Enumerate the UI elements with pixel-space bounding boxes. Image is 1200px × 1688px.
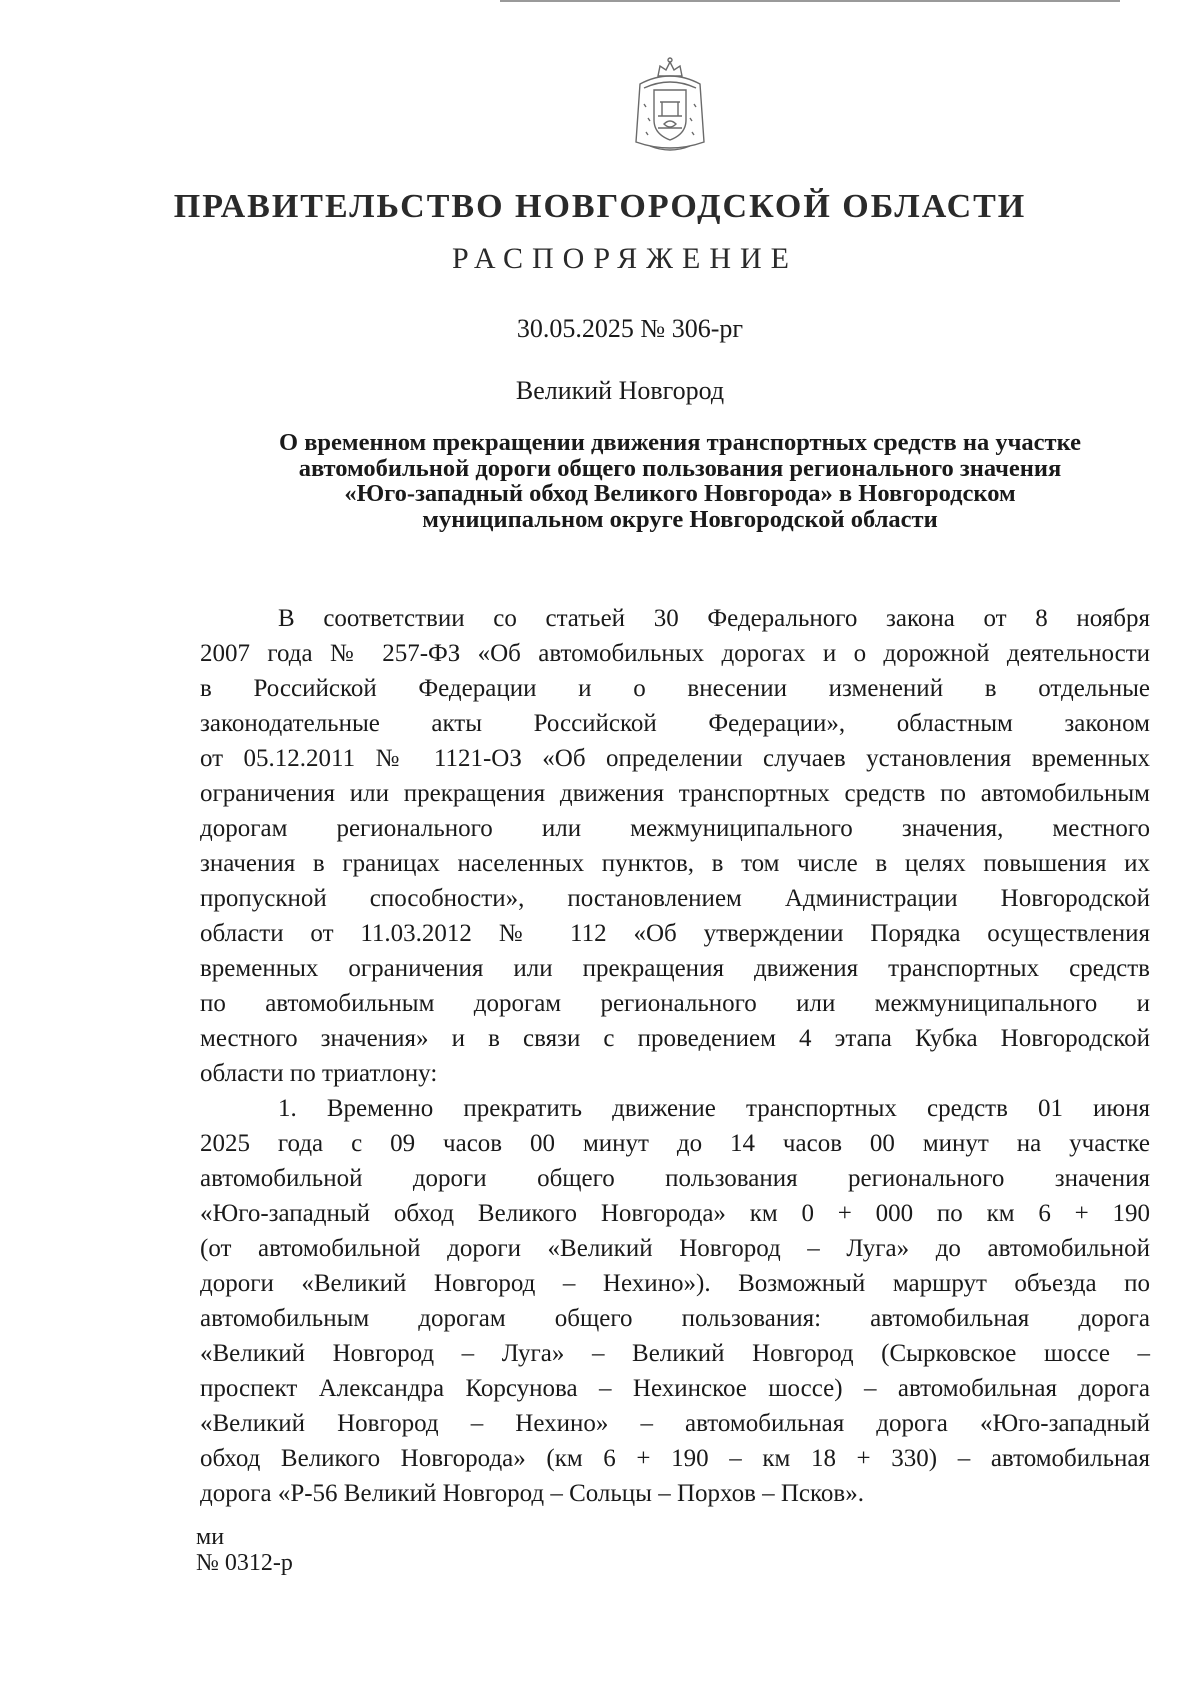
body-line: обход Великого Новгорода» (км 6 + 190 – км 18 + 330) – автомобильная	[200, 1445, 1150, 1472]
body-line: проспект Александра Корсунова – Нехинское шоссе) – автомобильная дорога	[200, 1375, 1150, 1402]
body-line: 2025 года с 09 часов 00 минут до 14 часов 00 минут на участке	[200, 1130, 1150, 1157]
body-line: от 05.12.2011 № 1121-ОЗ «Об определении случаев установления временных	[200, 745, 1150, 772]
body-line: дорогам регионального или межмуниципального значения, местного	[200, 815, 1150, 842]
document-subject	[200, 430, 1160, 532]
body-line: ограничения или прекращения движения транспортных средств по автомобильным	[200, 780, 1150, 807]
document-code: № 0312-р	[196, 1550, 293, 1576]
executor-initials: ми	[196, 1524, 225, 1550]
body-line: «Великий Новгород – Нехино» – автомобильная дорога «Юго-западный	[200, 1410, 1150, 1437]
document-footer	[196, 1524, 293, 1576]
body-line: по автомобильным дорогам регионального или межмуниципального и	[200, 990, 1150, 1017]
body-line: временных ограничения или прекращения движения транспортных средств	[200, 955, 1150, 982]
body-line: значения в границах населенных пунктов, в том числе в целях повышения их	[200, 850, 1150, 877]
subject-line: муниципальном округе Новгородской области	[422, 505, 938, 533]
subject-line: «Юго-западный обход Великого Новгорода» в Новгородском	[344, 480, 1016, 507]
document-body	[200, 601, 1150, 1511]
body-line: местного значения» и в связи с проведением 4 этапа Кубка Новгородской	[200, 1025, 1150, 1052]
scan-top-edge	[500, 0, 1120, 2]
coat-of-arms-icon	[628, 54, 712, 158]
body-line: области от 11.03.2012 № 112 «Об утверждении Порядка осуществления	[200, 920, 1150, 947]
body-line: «Юго-западный обход Великого Новгорода» км 0 + 000 по км 6 + 190	[200, 1200, 1150, 1227]
body-line: В соответствии со статьей 30 Федерального закона от 8 ноября	[278, 605, 1150, 632]
government-title: ПРАВИТЕЛЬСТВО НОВГОРОДСКОЙ ОБЛАСТИ	[173, 188, 1027, 225]
document-city: Великий Новгород	[515, 376, 725, 405]
body-line: дорога «Р-56 Великий Новгород – Сольцы – Порхов – Псков».	[200, 1480, 864, 1507]
body-line: в Российской Федерации и о внесении изменений в отдельные	[200, 675, 1150, 702]
body-line: автомобильным дорогам общего пользования: автомобильная дорога	[200, 1305, 1150, 1332]
document-date-number: 30.05.2025 № 306-рг	[516, 314, 744, 343]
document-type: РАСПОРЯЖЕНИЕ	[451, 242, 799, 275]
body-line: дороги «Великий Новгород – Нехино»). Возможный маршрут объезда по	[200, 1270, 1150, 1297]
body-line: «Великий Новгород – Луга» – Великий Новгород (Сырковское шоссе –	[200, 1340, 1150, 1367]
body-line: 1. Временно прекратить движение транспортных средств 01 июня	[278, 1095, 1150, 1122]
subject-line: автомобильной дороги общего пользования регионального значения	[298, 454, 1062, 482]
body-line: пропускной способности», постановлением Администрации Новгородской	[200, 885, 1150, 912]
body-line: 2007 года № 257-ФЗ «Об автомобильных дорогах и о дорожной деятельности	[200, 640, 1150, 667]
subject-line: О временном прекращении движения транспортных средств на участке	[279, 429, 1081, 456]
body-line: законодательные акты Российской Федерации», областным законом	[200, 710, 1150, 737]
body-line: автомобильной дороги общего пользования регионального значения	[200, 1165, 1150, 1192]
body-line: области по триатлону:	[200, 1060, 438, 1087]
body-line: (от автомобильной дороги «Великий Новгород – Луга» до автомобильной	[200, 1235, 1150, 1262]
